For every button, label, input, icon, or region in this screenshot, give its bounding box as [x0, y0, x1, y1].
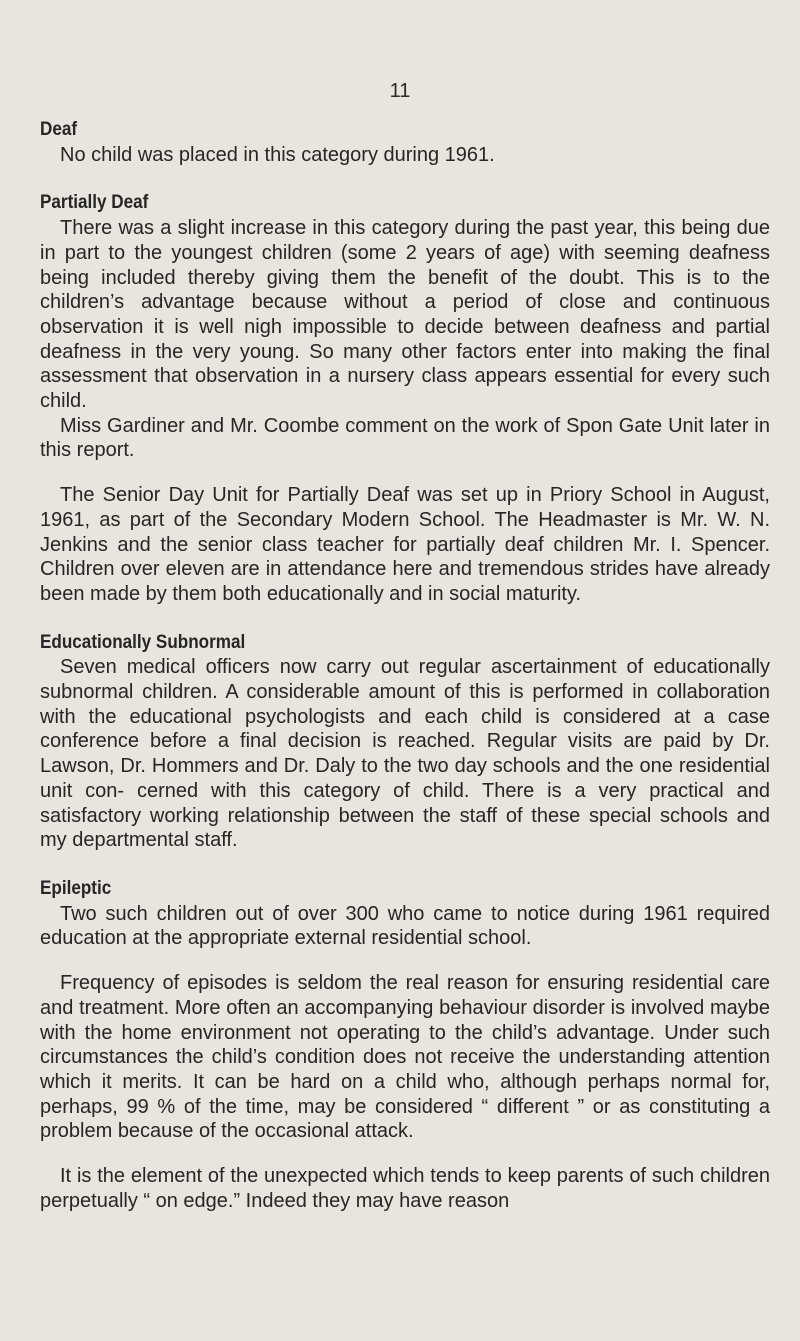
paragraph: It is the element of the unexpected which tends to keep parents of such children perpetually “ on edge.” Indeed they may have reason [40, 1165, 770, 1212]
page-number: 11 [389, 80, 411, 102]
paragraph: Seven medical officers now carry out regular ascertainment of educationally subnormal children. A considerable amount of this is performed in collaboration with the educational psychologists and each child is considered at a case conference before a final decision is reached. Regular visits are paid by Dr. Lawson, Dr. Hommers and Dr. Daly to the two day schools and the one residential unit con- cerned with this category of child. There is a very practical and satisfactory working relationship between the staff of these special schools and my departmental staff. [40, 656, 770, 852]
section-epileptic [40, 877, 770, 1213]
section-heading-epileptic: Epileptic [40, 877, 112, 899]
section-heading-deaf: Deaf [40, 119, 78, 140]
paragraph: Frequency of episodes is seldom the real reason for ensuring residential care and treatment. More often an accompanying behaviour disorder is involved maybe with the home environment not operating to the child’s advantage. Under such circumstances the child’s condition does not receive the understanding attention which it merits. It can be hard on a child who, although perhaps normal for, perhaps, 99 % of the time, may be considered “ different ” or as constituting a problem because of the occasional attack. [40, 972, 770, 1143]
section-deaf [40, 118, 770, 167]
section-educationally-subnormal [40, 631, 770, 853]
paragraph: There was a slight increase in this category during the past year, this being due in part to the youngest children (some 2 years of age) with seeming deafness being included thereby giving them the benefit of the doubt. This is to the children’s advantage because without a period of close and continuous observation it is well nigh impossible to decide between deafness and partial deafness in the very young. So many other factors enter into making the final assessment that observation in a nursery class appears essential for every such child. [40, 217, 770, 413]
section-partially-deaf [40, 191, 770, 606]
paragraph: No child was placed in this category during 1961. [60, 143, 495, 166]
paragraph: Two such children out of over 300 who came to notice during 1961 required education at the appropriate external residential school. [40, 902, 770, 950]
section-heading-partially-deaf: Partially Deaf [40, 192, 149, 214]
paragraph: Miss Gardiner and Mr. Coombe comment on the work of Spon Gate Unit later in this report. [40, 414, 770, 462]
section-heading-educationally-subnormal: Educationally Subnormal [40, 631, 246, 653]
paragraph: The Senior Day Unit for Partially Deaf was set up in Priory School in August, 1961, as part of the Secondary Modern School. The Headmaster is Mr. W. N. Jenkins and the senior class teacher for partially deaf children Mr. I. Spencer. Children over eleven are in attendance here and tremendous strides have already been made by them both educationally and in social maturity. [40, 484, 770, 605]
page-body [40, 118, 770, 1213]
